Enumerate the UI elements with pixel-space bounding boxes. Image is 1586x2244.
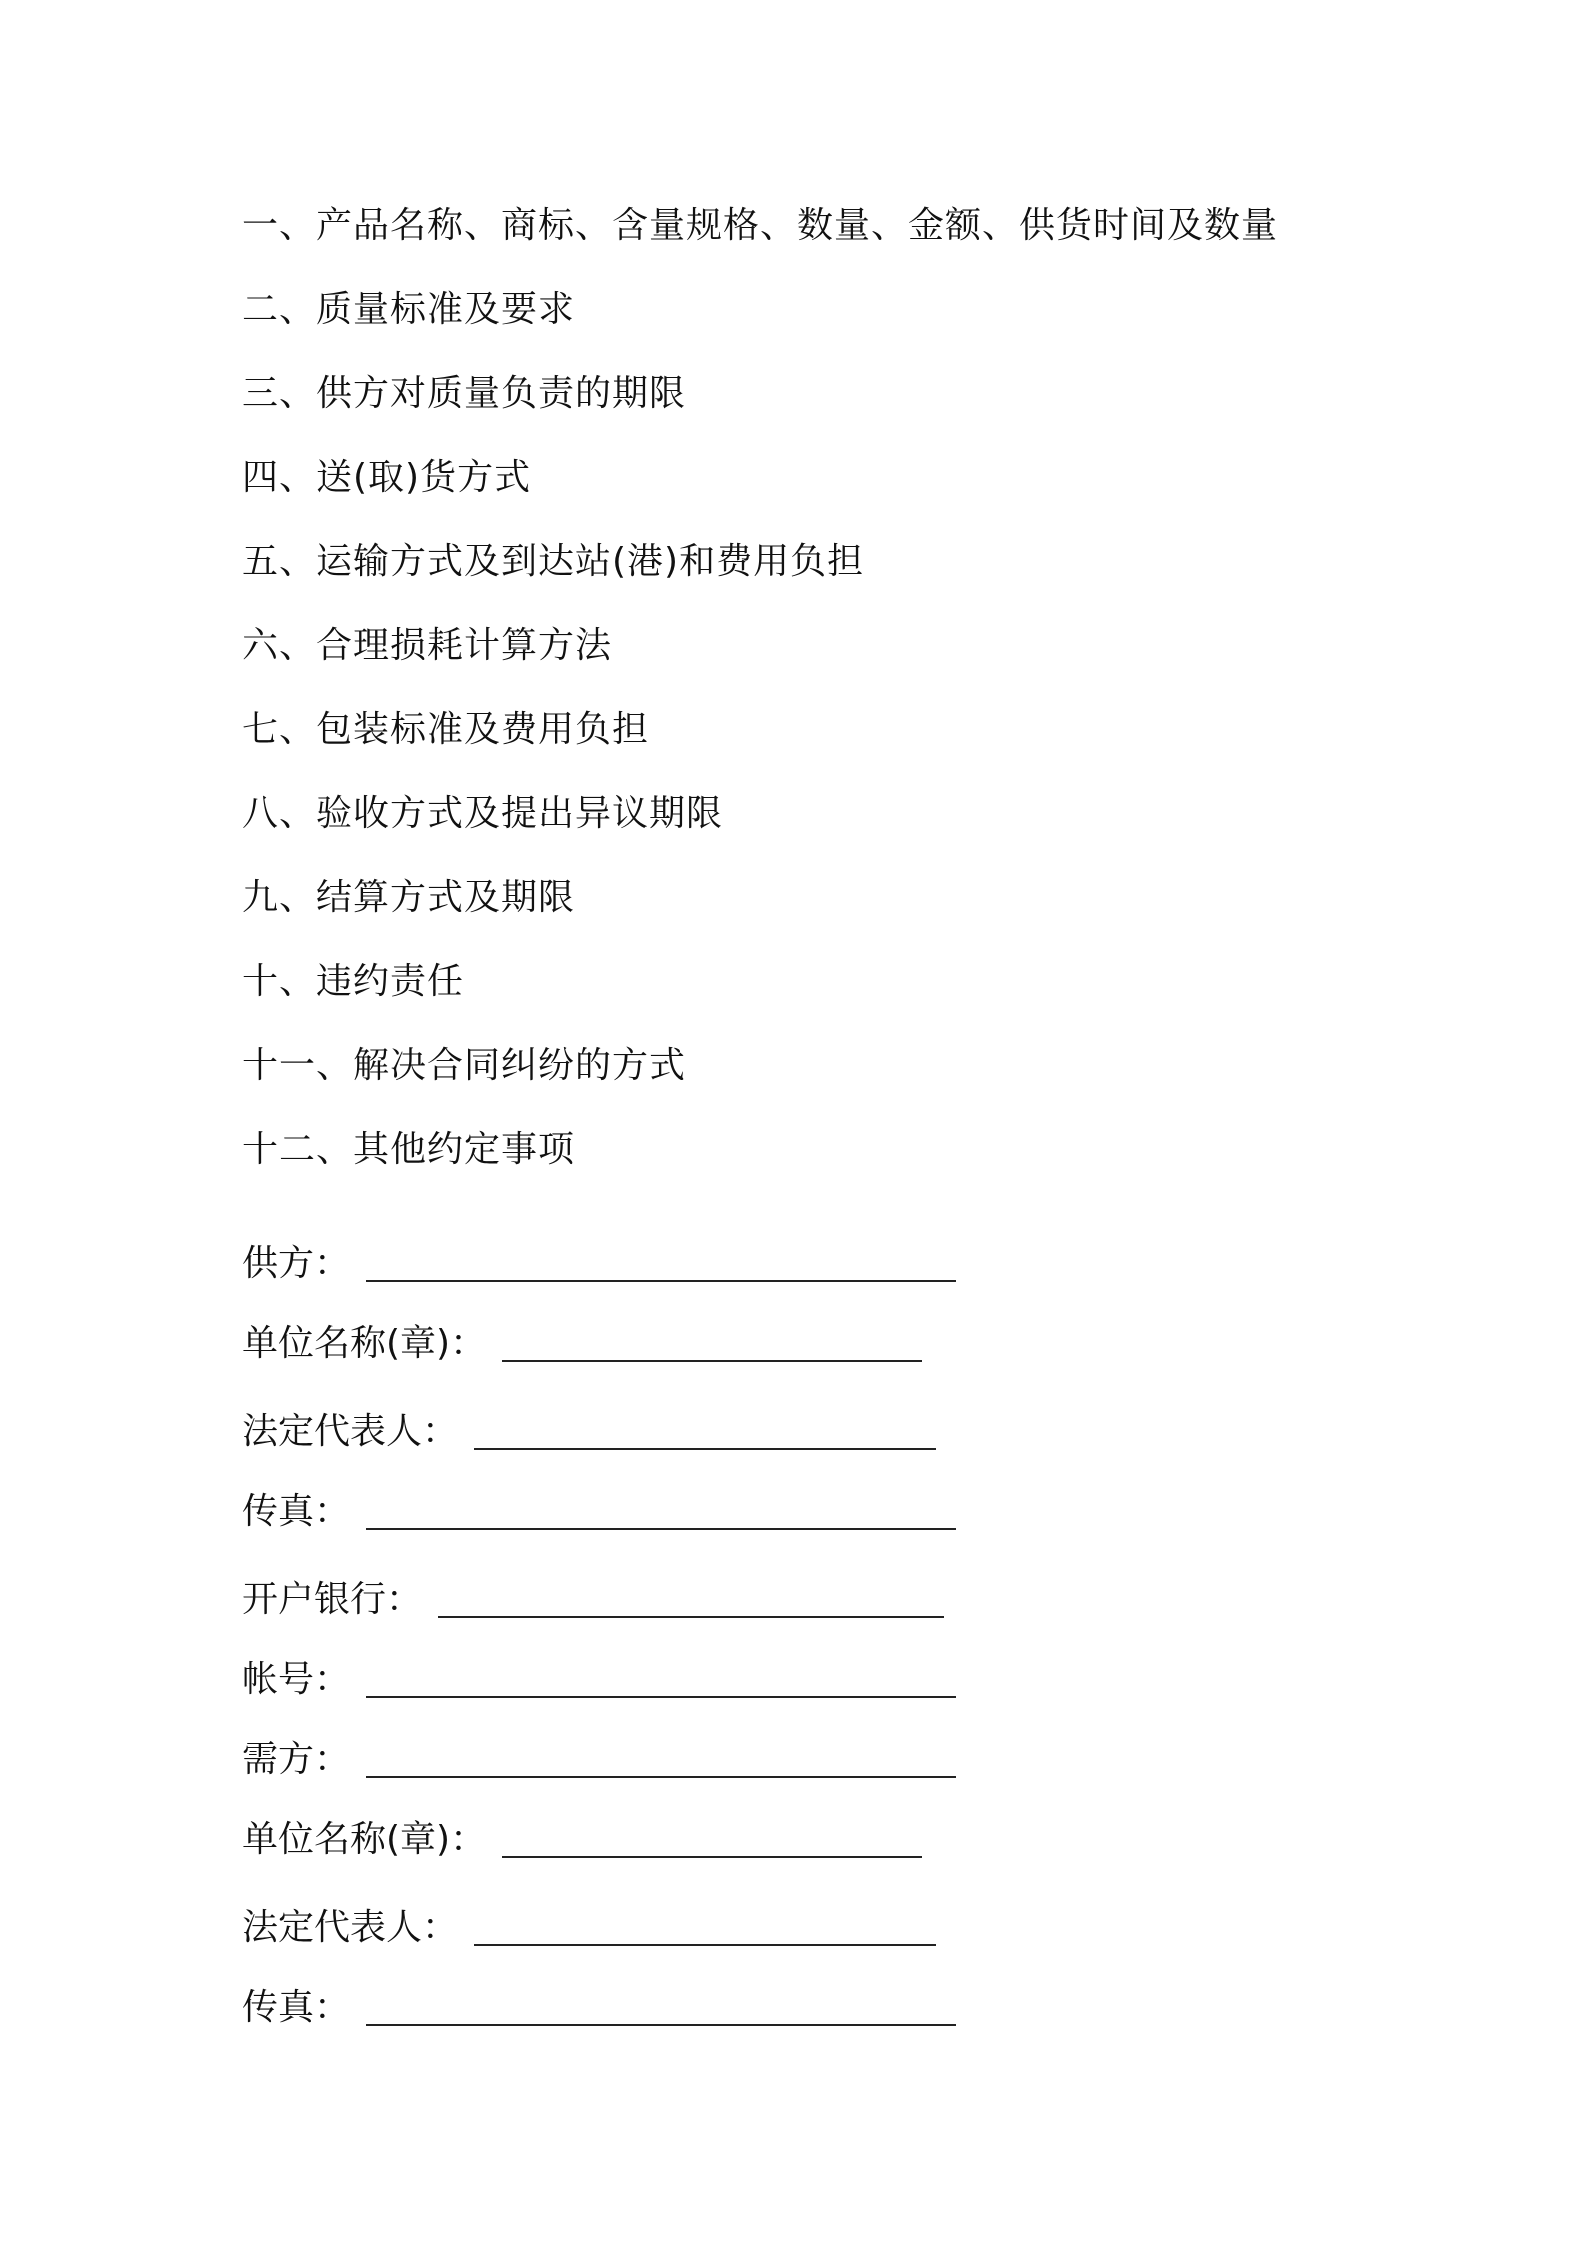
field-supplier-legal-rep [242,1368,956,1456]
field-label: 单位名称(章)： [242,1323,487,1364]
field-label: 单位名称(章)： [242,1819,487,1860]
field-buyer-unit-name [242,1784,956,1864]
clause-12: 十二、其他约定事项 [242,1129,576,1170]
field-label: 开户银行： [242,1579,423,1620]
clause-11: 十一、解决合同纠纷的方式 [242,1045,687,1086]
field-supplier-fax [242,1456,956,1536]
field-label: 需方： [242,1739,351,1780]
fill-in-blank [502,1816,922,1858]
clause-1: 一、产品名称、商标、含量规格、数量、金额、供货时间及数量 [242,205,1279,246]
field-buyer-fax [242,1952,956,2032]
clause-3: 三、供方对质量负责的期限 [242,373,687,414]
fill-in-blank [502,1320,922,1362]
field-supplier-unit-name [242,1288,956,1368]
contract-clause-list [242,202,1278,1210]
field-label: 传真： [242,1987,351,2028]
fill-in-blank [438,1576,944,1618]
fill-in-blank [366,1984,956,2026]
clause-4: 四、送(取)货方式 [242,457,532,498]
fill-in-blank [366,1736,956,1778]
field-supplier [242,1208,956,1288]
field-label: 供方： [242,1243,351,1284]
clause-8: 八、验收方式及提出异议期限 [242,793,724,834]
fill-in-blank [474,1904,936,1946]
fill-in-blank [366,1488,956,1530]
field-label: 帐号： [242,1659,351,1700]
field-buyer [242,1704,956,1784]
field-label: 传真： [242,1491,351,1532]
fill-in-blank [366,1240,956,1282]
clause-10: 十、违约责任 [242,961,465,1002]
field-label: 法定代表人： [242,1907,459,1948]
clause-5: 五、运输方式及到达站(港)和费用负担 [242,541,865,582]
clause-9: 九、结算方式及期限 [242,877,576,918]
field-supplier-account [242,1624,956,1704]
field-buyer-legal-rep [242,1864,956,1952]
fill-in-blank [474,1408,936,1450]
field-supplier-bank [242,1536,956,1624]
clause-2: 二、质量标准及要求 [242,289,576,330]
fill-in-blank [366,1656,956,1698]
clause-6: 六、合理损耗计算方法 [242,625,613,666]
field-label: 法定代表人： [242,1411,459,1452]
clause-7: 七、包装标准及费用负担 [242,709,650,750]
signature-field-list [242,1208,956,2032]
